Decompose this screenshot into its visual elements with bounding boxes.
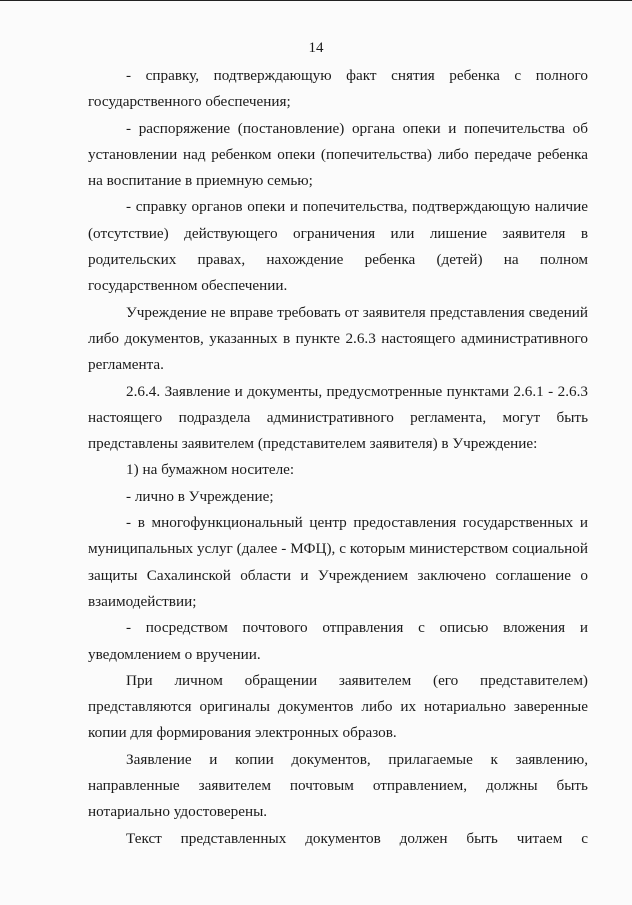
paragraph-8: - в многофункциональный центр предоставления государственных и муниципальных услуг (далее - МФЦ), с которым министерством социальной защиты Сахалинской области и Учреждением заключено соглашение о взаимодействии; xyxy=(88,514,588,610)
paragraph-11: Заявление и копии документов, прилагаемые к заявлению, направленные заявителем почтовым отправлением, должны быть нотариально удостоверены. xyxy=(88,750,588,821)
paragraph-5: 2.6.4. Заявление и документы, предусмотренные пунктами 2.6.1 - 2.6.3 настоящего подраздела административного регламента, могут быть представлены заявителем (представителем заявителя) в Учреждение: xyxy=(88,382,588,453)
paragraph-9: - посредством почтового отправления с описью вложения и уведомлением о вручении. xyxy=(88,619,588,663)
paragraph-2: - распоряжение (постановление) органа опеки и попечительства об установлении над ребенком опеки (попечительства) либо передаче ребенка на воспитание в приемную семью; xyxy=(88,119,588,190)
paragraph-4: Учреждение не вправе требовать от заявителя представления сведений либо документов, указанных в пункте 2.6.3 настоящего административного регламента. xyxy=(88,303,588,374)
paragraph-12: Текст представленных документов должен быть читаем с xyxy=(126,829,588,847)
document-body xyxy=(88,63,588,852)
paragraph-10: При личном обращении заявителем (его представителем) представляются оригиналы документов либо их нотариально заверенные копии для формирования электронных образов. xyxy=(88,671,588,742)
paragraph-1: - справку, подтверждающую факт снятия ребенка с полного государственного обеспечения; xyxy=(88,67,588,111)
page-top-edge xyxy=(0,0,632,1)
paragraph-3: - справку органов опеки и попечительства, подтверждающую наличие (отсутствие) действующего ограничения или лишение заявителя в родительских правах, нахождение ребенка (детей) на полном государственном обеспечении. xyxy=(88,198,588,295)
paragraph-7: - лично в Учреждение; xyxy=(126,487,274,505)
paragraph-6: 1) на бумажном носителе: xyxy=(126,461,295,479)
page-number: 14 xyxy=(308,40,324,56)
